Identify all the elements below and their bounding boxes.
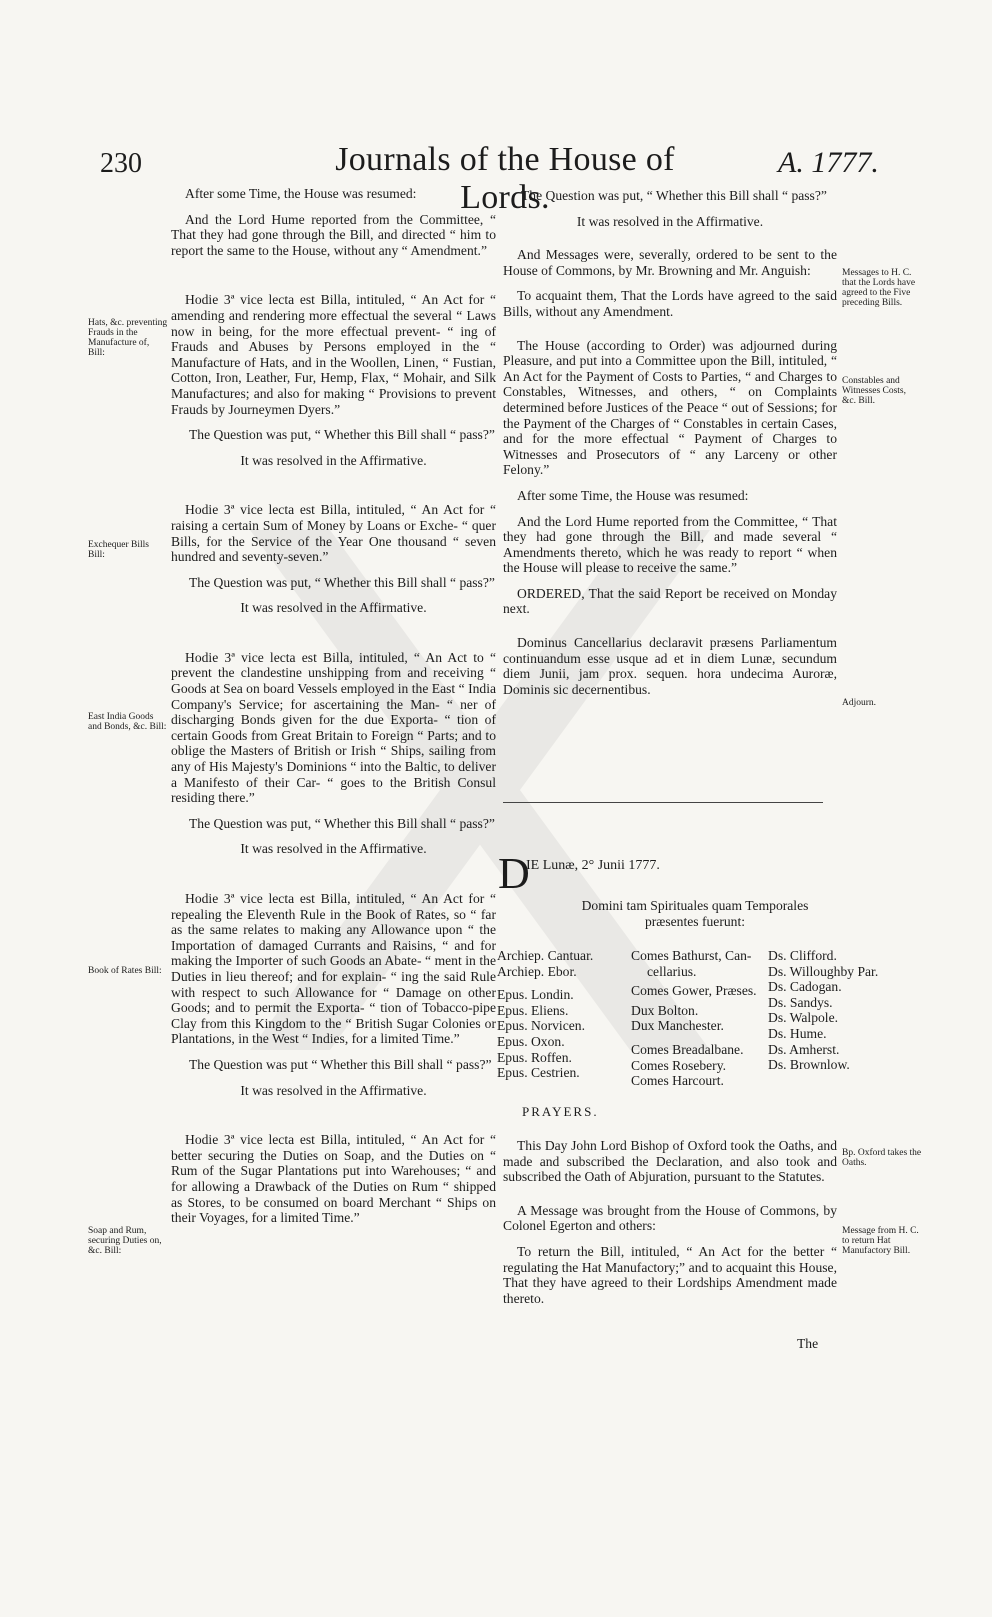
attendee: Epus. Roffen. [497, 1049, 572, 1065]
attendee: Comes Harcourt. [631, 1073, 724, 1089]
paragraph: A Message was brought from the House of Commons, by Colonel Egerton and others: [503, 1202, 837, 1234]
question-put: The Question was put, “ Whether this Bill shall “ pass?” [189, 574, 495, 590]
attendee: Ds. Walpole. [768, 1010, 839, 1026]
question-put: The Question was put, “ Whether this Bill shall “ pass?” [521, 188, 827, 203]
attendee: Ds. Hume. [768, 1025, 827, 1041]
attendee: cellarius. [647, 963, 697, 979]
attendee: Comes Breadalbane. [631, 1041, 744, 1057]
attendee: Dux Manchester. [631, 1018, 724, 1034]
attendee: Ds. Clifford. [768, 948, 837, 963]
left-column [171, 186, 496, 1226]
page-number: 230 [100, 148, 142, 179]
attendee: Epus. Londin. [497, 987, 574, 1003]
attendee: Comes Gower, Præses. [631, 983, 757, 999]
page-year: A. 1777. [778, 146, 879, 179]
paragraph: After some Time, the House was resumed: [517, 487, 749, 503]
bill-text: Hodie 3ª vice lecta est Billa, intituled, “ An Act for “ raising a certain Sum of Money by Loans or Exche- “ quer Bills, for the Service of the Year One thousand “ seven hundred and seventy-seven.” [171, 502, 496, 565]
prayers-heading: PRAYERS. [522, 1104, 599, 1119]
sitting-date: IE Lunæ, 2° Junii 1777. [526, 858, 660, 873]
page-title: Journals of the House of Lords. [335, 141, 675, 216]
margin-note-hats: Hats, &c. preventing Frauds in the Manufacture of, Bill: [88, 318, 168, 358]
margin-note-messages: Messages to H. C. that the Lords have agreed to the Five preceding Bills. [842, 268, 916, 308]
attendee: Ds. Sandys. [768, 994, 833, 1010]
section-divider [503, 802, 823, 803]
margin-note-exchequer: Exchequer Bills Bill: [88, 540, 149, 560]
paragraph: After some Time, the House was resumed: [185, 186, 417, 201]
attendee: Ds. Amherst. [768, 1041, 840, 1057]
right-column-lower [503, 1138, 837, 1306]
right-column-upper [503, 188, 837, 697]
attendee: Archiep. Ebor. [497, 963, 577, 979]
attendee: Archiep. Cantuar. [497, 948, 594, 963]
bill-text: Hodie 3ª vice lecta est Billa, intituled, “ An Act for “ better securing the Duties on Soap, and the Duties on “ Rum of the Sugar Plantations put into Warehouses; “ and for allowing a Drawback of the Duties on Rum “ shipped as Stores, to be consumed on board Merchant “ Ships on their Voyages, for a limited Time.” [171, 1132, 496, 1226]
paragraph: The House (according to Order) was adjourned during Pleasure, and put into a Committee upon the Bill, intituled, “ An Act for the Payment of Costs to Parties, “ and Charges to Constables, Witnesses, and others, “ on Complaints determined before Justices of the Peace “ out of Sessions; for the Payment of the Charges of “ Constables in certain Cases, and for the more effectual “ Payment of Charges to Witnesses and Prosecutors of “ any Larceny or other Felony.” [503, 337, 837, 478]
resolution: It was resolved in the Affirmative. [240, 841, 427, 857]
adjournment-paragraph: Dominus Cancellarius declaravit præsens Parliamentum continuandum esse usque ad et in diem Lunæ, secundum diem Junii, jam prox. sequen. hora undecima Auroræ, Dominis sic decernentibus. [503, 635, 837, 697]
attendee: Epus. Oxon. [497, 1033, 565, 1049]
bill-text: Hodie 3ª vice lecta est Billa, intituled, “ An Act to “ prevent the clandestine unshipping from and receiving “ Goods at Sea on board Vessels employed in the East “ India Company's Service; for ascertaining the Man- “ ner of discharging Bonds given for the due Exporta- “ tion of certain Goods from Great Britain to Foreign “ Parts; and to oblige the Masters of British or Irish “ Ships, sailing from any of His Majesty's Dominions “ into the Baltic, to deliver a Manifesto of their Car- “ goes to the British Consul residing there.” [171, 649, 496, 806]
margin-note-adjourn: Adjourn. [842, 698, 877, 708]
attendee: Epus. Norvicen. [497, 1018, 585, 1034]
attendee: Comes Rosebery. [631, 1057, 727, 1073]
catchword: The [797, 1336, 819, 1351]
question-put: The Question was put “ Whether this Bill shall “ pass?” [189, 1056, 492, 1072]
question-put: The Question was put, “ Whether this Bill shall “ pass?” [189, 427, 495, 443]
margin-note-bishop-oxford: Bp. Oxford takes the Oaths. [842, 1148, 922, 1168]
margin-note-east-india: East India Goods and Bonds, &c. Bill: [88, 712, 167, 732]
attendee: Dux Bolton. [631, 1002, 699, 1018]
paragraph: To acquaint them, That the Lords have agreed to the said Bills, without any Amendment. [503, 288, 837, 319]
order-paragraph: ORDERED, That the said Report be received on Monday next. [503, 585, 837, 617]
attendee: Epus. Cestrien. [497, 1065, 580, 1081]
paragraph: And Messages were, severally, ordered to be sent to the House of Commons, by Mr. Browning and Mr. Anguish: [503, 247, 837, 278]
attendee: Comes Bathurst, Can- [631, 948, 752, 963]
drop-cap: D [498, 849, 530, 898]
resolution: It was resolved in the Affirmative. [240, 1082, 427, 1098]
attendance-heading: Domini tam Spirituales quam Temporales præsentes fuerunt: [581, 898, 809, 929]
margin-note-message-hat: Message from H. C. to return Hat Manufactory Bill. [842, 1226, 919, 1256]
attendance-col-barons [768, 948, 878, 1073]
attendance-col-bishops [497, 948, 593, 1081]
resolution: It was resolved in the Affirmative. [240, 600, 427, 616]
margin-note-book-of-rates: Book of Rates Bill: [88, 966, 162, 976]
resolution: It was resolved in the Affirmative. [576, 213, 764, 229]
resolution: It was resolved in the Affirmative. [240, 452, 427, 468]
paragraph: This Day John Lord Bishop of Oxford took the Oaths, and made and subscribed the Declaration, and also took and subscribed the Oath of Abjuration, pursuant to the Statutes. [503, 1138, 837, 1185]
attendee: Ds. Brownlow. [768, 1057, 850, 1073]
bill-text: Hodie 3ª vice lecta est Billa, intituled, “ An Act for “ repealing the Eleventh Rule in the Book of Rates, so “ far as the same relates to making any Allowance upon “ the Importation of damaged Currants and Raisins, “ and for making the Importer of such Goods an Abate- “ ment in the Duties in lieu thereof; and for explain- “ ing the said Rule with respect to such Allowance for “ Damage on other Goods; and to permit the Exporta- “ tion of Tobacco-pipe Clay from this Kingdom to the “ British Sugar Colonies or Plantations, in the West “ Indies, for a limited Time.” [171, 891, 496, 1047]
attendee: Ds. Willoughby Par. [768, 963, 879, 979]
paragraph: And the Lord Hume reported from the Committee, “ That they had gone through the Bill, and directed “ him to report the same to the House, without any “ Amendment.” [171, 211, 496, 258]
margin-note-soap-rum: Soap and Rum, securing Duties on, &c. Bill: [88, 1226, 162, 1256]
paragraph: To return the Bill, intituled, “ An Act for the better “ regulating the Hat Manufactory;” and to acquaint this House, That they have agreed to their Lordships Amendment made thereto. [503, 1243, 837, 1306]
attendee: Epus. Eliens. [497, 1002, 569, 1018]
question-put: The Question was put, “ Whether this Bill shall “ pass?” [189, 815, 495, 831]
bill-text: Hodie 3ª vice lecta est Billa, intituled, “ An Act for “ amending and rendering more effectual the several “ Laws now in being, for the more effectual prevent- “ ing of Frauds and Abuses by Persons employed in the “ Manufacture of Hats, and in the Woollen, Linen, “ Fustian, Cotton, Iron, Leather, Fur, Hemp, Flax, “ Mohair, and Silk Manufactures; and also for making “ Provisions to prevent Frauds by Journeymen Dyers.” [171, 292, 496, 417]
attendance-col-peers [631, 948, 757, 1089]
paragraph: And the Lord Hume reported from the Committee, “ That they had gone through the Bill, and made several “ Amendments thereto, which he was ready to report “ when the House will please to receive the same.” [503, 513, 837, 576]
margin-note-constables: Constables and Witnesses Costs, &c. Bill. [842, 376, 907, 406]
attendee: Ds. Cadogan. [768, 979, 842, 995]
